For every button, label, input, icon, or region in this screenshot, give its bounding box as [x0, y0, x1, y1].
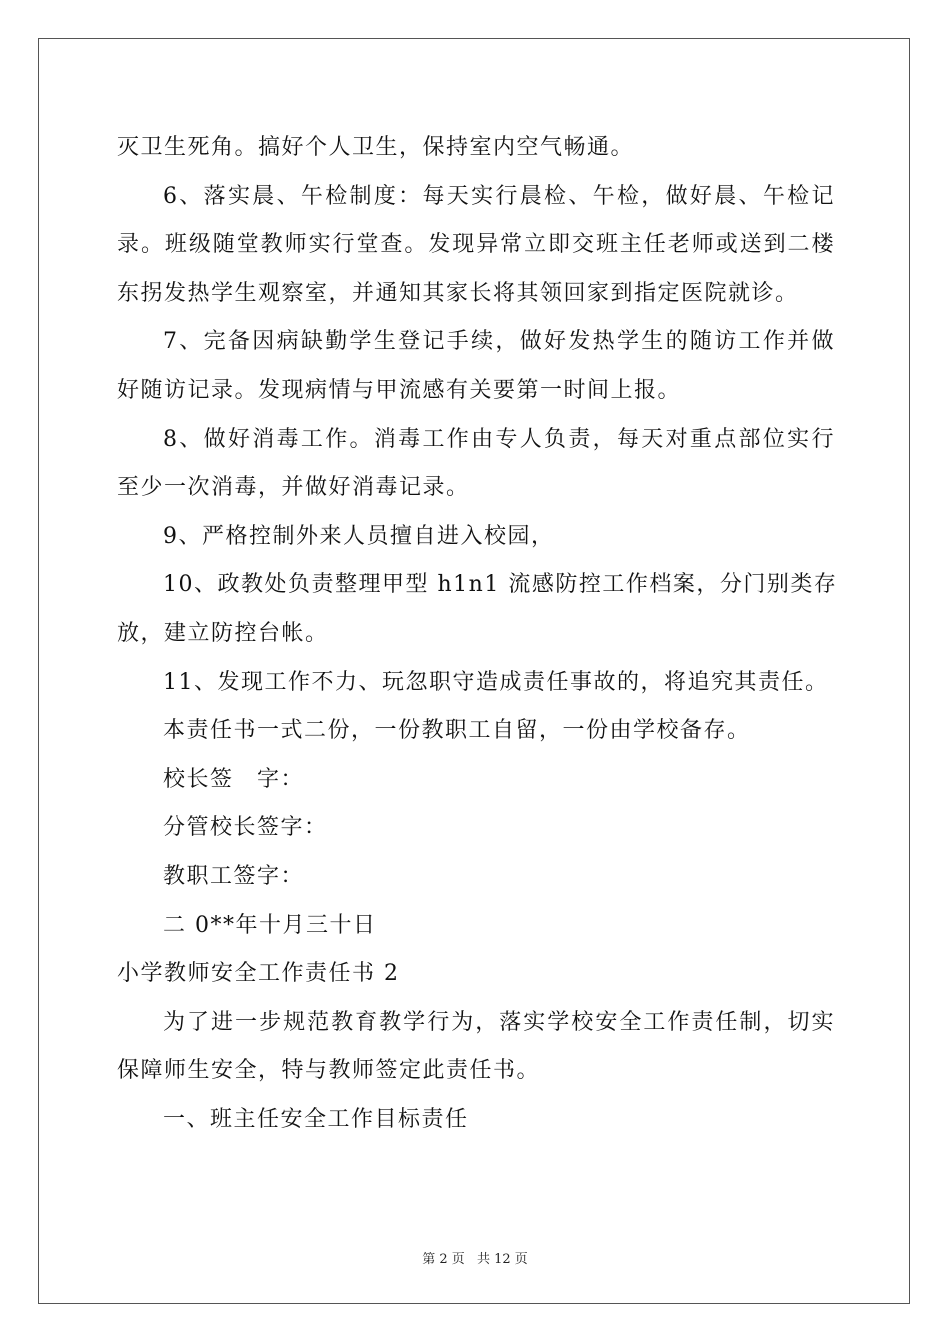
subsection-heading: 一、班主任安全工作目标责任: [163, 1106, 469, 1132]
text-line: 好随访记录。发现病情与甲流感有关要第一时间上报。: [117, 377, 682, 403]
text-line: 录。班级随堂教师实行堂查。发现异常立即交班主任老师或送到二楼: [117, 232, 835, 258]
text-line: 放，建立防控台帐。: [117, 620, 329, 646]
text-line: 10、政教处负责整理甲型 h1n1 流感防控工作档案，分门别类存: [163, 572, 838, 598]
signature-principal: 校长签 字：: [163, 766, 305, 792]
page-number: 第 2 页: [422, 1252, 465, 1267]
text-line: 9、严格控制外来人员擅自进入校园，: [163, 523, 555, 549]
text-line: 6、落实晨、午检制度：每天实行晨检、午检，做好晨、午检记: [163, 183, 835, 209]
text-line: 为了进一步规范教育教学行为，落实学校安全工作责任制，切实: [163, 1009, 835, 1035]
text-line: 保障师生安全，特与教师签定此责任书。: [117, 1058, 541, 1084]
signature-vice-principal: 分管校长签字：: [163, 815, 328, 841]
document-body: [117, 124, 838, 1144]
text-line: 本责任书一式二份，一份教职工自留，一份由学校备存。: [163, 718, 751, 744]
text-line: 7、完备因病缺勤学生登记手续，做好发热学生的随访工作并做: [163, 329, 835, 355]
text-line: 至少一次消毒，并做好消毒记录。: [117, 475, 470, 501]
document-date: 二 0**年十月三十日: [163, 912, 377, 938]
text-line: 东拐发热学生观察室，并通知其家长将其领回家到指定医院就诊。: [117, 280, 799, 306]
section-title: 小学教师安全工作责任书 2: [117, 961, 400, 987]
text-line: 灭卫生死角。搞好个人卫生，保持室内空气畅通。: [117, 135, 635, 160]
text-line: 8、做好消毒工作。消毒工作由专人负责，每天对重点部位实行: [163, 426, 835, 452]
text-line: 11、发现工作不力、玩忽职守造成责任事故的，将追究其责任。: [163, 669, 829, 695]
page-total: 共 12 页: [476, 1252, 528, 1267]
signature-staff: 教职工签字：: [163, 863, 305, 889]
page-footer: [0, 1248, 950, 1267]
